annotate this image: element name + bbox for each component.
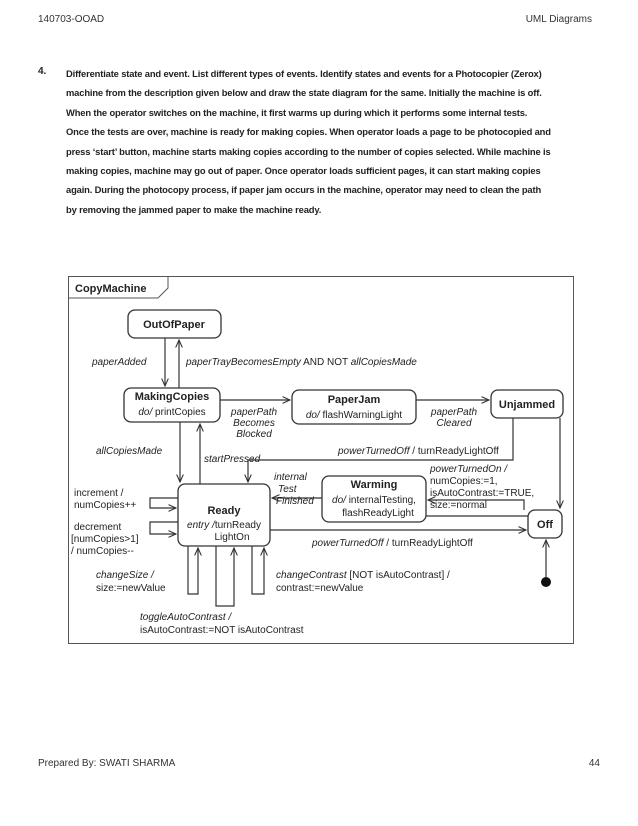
label-paper-added: paperAdded — [92, 357, 147, 368]
question-line: making copies, machine may go out of paper. Once operator loads sufficient pages, it can start making copies — [66, 165, 541, 177]
label-decrement-3: / numCopies-- — [71, 546, 134, 557]
label-increment-1: increment / — [74, 488, 124, 499]
state-ready-name: Ready — [207, 505, 241, 517]
label-power-on-2: numCopies:=1, — [430, 476, 498, 487]
label-toggle-2: isAutoContrast:=NOT isAutoContrast — [140, 625, 304, 636]
label-internal-test-2: Test — [278, 484, 297, 495]
label-decrement-2: [numCopies>1] — [71, 534, 139, 545]
state-warming-action-1: do/ internalTesting, — [332, 495, 416, 506]
state-ready-action-1: entry /turnReady — [187, 520, 261, 531]
label-start-pressed: startPressed — [204, 454, 261, 465]
frame-label: CopyMachine — [75, 283, 147, 295]
footer-prepared-by: Prepared By: SWATI SHARMA — [38, 758, 176, 769]
label-internal-test-3: Finished — [276, 496, 314, 507]
label-power-on-4: size:=normal — [430, 500, 487, 511]
state-diagram-figure — [68, 276, 574, 644]
question-line: again. During the photocopy process, if paper jam occurs in the machine, operator may need to clean the path — [66, 184, 542, 196]
label-change-contrast-1: changeContrast [NOT isAutoContrast] / — [276, 570, 450, 581]
state-out-of-paper-name: OutOfPaper — [143, 319, 205, 331]
label-power-off-unjammed: powerTurnedOff / turnReadyLightOff — [338, 446, 499, 457]
question-line: by removing the jammed paper to make the machine ready. — [66, 203, 322, 215]
state-making-copies-action: do/ printCopies — [138, 407, 206, 418]
label-internal-test-1: internal — [274, 472, 307, 483]
state-making-copies-name: MakingCopies — [134, 391, 210, 403]
footer-page-number: 44 — [588, 758, 600, 769]
label-change-contrast-2: contrast:=newValue — [276, 583, 364, 594]
label-change-size-1: changeSize / — [96, 570, 154, 581]
state-paper-jam-action: do/ flashWarningLight — [305, 410, 403, 421]
label-power-off-ready: powerTurnedOff / turnReadyLightOff — [312, 538, 473, 549]
label-all-copies-made: allCopiesMade — [96, 446, 163, 457]
header-course-code: 140703-OOAD — [38, 14, 105, 25]
question-number: 4. — [38, 66, 47, 77]
label-decrement-1: decrement — [74, 522, 122, 533]
question-line: Differentiate state and event. List different types of events. Identify states and events for a Photocopier (Zerox) — [66, 68, 542, 79]
label-paper-path-blocked-3: Blocked — [236, 429, 272, 440]
label-power-on-3: isAutoContrast:=TRUE, — [430, 488, 535, 499]
initial-state-dot — [541, 577, 551, 587]
state-warming-name: Warming — [350, 479, 398, 491]
state-unjammed-name: Unjammed — [498, 399, 556, 411]
label-paper-path-blocked-1: paperPath — [230, 407, 278, 418]
label-toggle-1: toggleAutoContrast / — [140, 612, 232, 623]
state-warming-action-2: flashReadyLight — [342, 508, 414, 519]
state-diagram — [68, 276, 574, 644]
question-line: machine from the description given below and draw the state diagram for the same. Initially the machine is off. — [66, 87, 542, 99]
question-text — [66, 64, 606, 219]
state-paper-jam-name: PaperJam — [327, 394, 381, 406]
label-paper-path-cleared-2: Cleared — [436, 418, 472, 429]
question-line: When the operator switches on the machine, it first warms up during which it performs some internal tests. — [66, 106, 528, 118]
header-topic: UML Diagrams — [525, 14, 592, 25]
label-paper-path-blocked-2: Becomes — [233, 418, 275, 429]
question-line: Once the tests are over, machine is ready for making copies. When operator loads a page to be photocopied and — [66, 126, 551, 138]
label-increment-2: numCopies++ — [74, 500, 137, 511]
question-line: press ‘start’ button, machine starts making copies according to the number of copies selected. While machine is — [66, 145, 551, 157]
state-off-name: Off — [537, 519, 553, 531]
label-change-size-2: size:=newValue — [96, 583, 166, 594]
label-paper-tray-empty: paperTrayBecomesEmpty AND NOT allCopiesMade — [186, 357, 417, 368]
label-power-on-1: powerTurnedOn / — [430, 464, 508, 475]
state-ready-action-2: LightOn — [214, 532, 250, 543]
label-paper-path-cleared-1: paperPath — [430, 407, 478, 418]
